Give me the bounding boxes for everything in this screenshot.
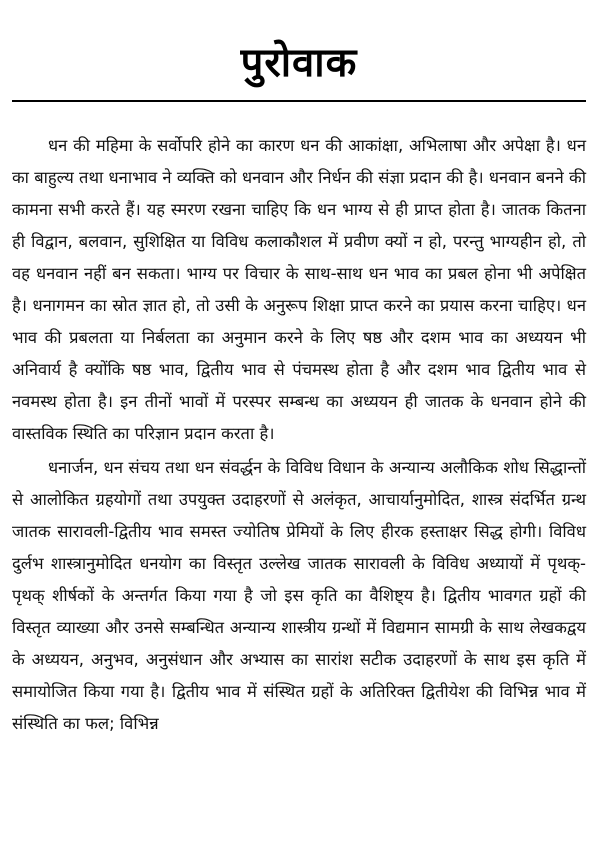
page-title: पुरोवाक	[240, 40, 358, 86]
paragraph-1: धन की महिमा के सर्वोपरि होने का कारण धन की आकांक्षा, अभिलाषा और अपेक्षा है। धन का बाहुल्य तथा धनाभाव ने व्यक्ति को धनवान और निर्धन की संज्ञा प्रदान की है। धनवान बनने की कामना सभी करते हैं। यह स्मरण रखना चाहिए कि धन भाग्य से ही प्राप्त होता है। जातक कितना ही विद्वान, बलवान, सुशिक्षित या विविध कलाकौशल में प्रवीण क्यों न हो, परन्तु भाग्यहीन हो, तो वह धनवान नहीं बन सकता। भाग्य पर विचार के साथ-साथ धन भाव का प्रबल होना भी अपेक्षित है। धनागमन का स्रोत ज्ञात हो, तो उसी के अनुरूप शिक्षा प्राप्त करने का प्रयास करना चाहिए। धन भाव की प्रबलता या निर्बलता का अनुमान करने के लिए षष्ठ और दशम भाव का अध्ययन भी अनिवार्य है क्योंकि षष्ठ भाव, द्वितीय भाव से पंचमस्थ होता है और दशम भाव द्वितीय भाव से नवमस्थ होता है। इन तीनों भावों में परस्पर सम्बन्ध का अध्ययन ही जातक के धनवान होने की वास्तविक स्थिति का परिज्ञान प्रदान करता है।	[12, 136, 586, 443]
document-body	[12, 130, 586, 740]
paragraph-2: धनार्जन, धन संचय तथा धन संवर्द्धन के विविध विधान के अन्यान्य अलौकिक शोध सिद्धान्तों से आलोकित ग्रहयोगों तथा उपयुक्त उदाहरणों से अलंकृत, आचार्यानुमोदित, शास्त्र संदर्भित ग्रन्थ जातक सारावली-द्वितीय भाव समस्त ज्योतिष प्रेमियों के लिए हीरक हस्ताक्षर सिद्ध होगी। विविध दुर्लभ शास्त्रानुमोदित धनयोग का विस्तृत उल्लेख जातक सारावली के विविध अध्यायों में पृथक्-पृथक् शीर्षकों के अन्तर्गत किया गया है जो इस कृति का वैशिष्ट्य है। द्वितीय भावगत ग्रहों की विस्तृत व्याख्या और उनसे सम्बन्धित अन्यान्य शास्त्रीय ग्रन्थों में विद्यमान सामग्री के साथ लेखकद्वय के अध्ययन, अनुभव, अनुसंधान और अभ्यास का सारांश सटीक उदाहरणों के साथ इस कृति में समायोजित किया गया है। द्वितीय भाव में संस्थित ग्रहों के अतिरिक्त द्वितीयेश की विभिन्न भाव में संस्थिति का फल; विभिन्न	[12, 458, 586, 733]
title-divider	[12, 100, 586, 102]
